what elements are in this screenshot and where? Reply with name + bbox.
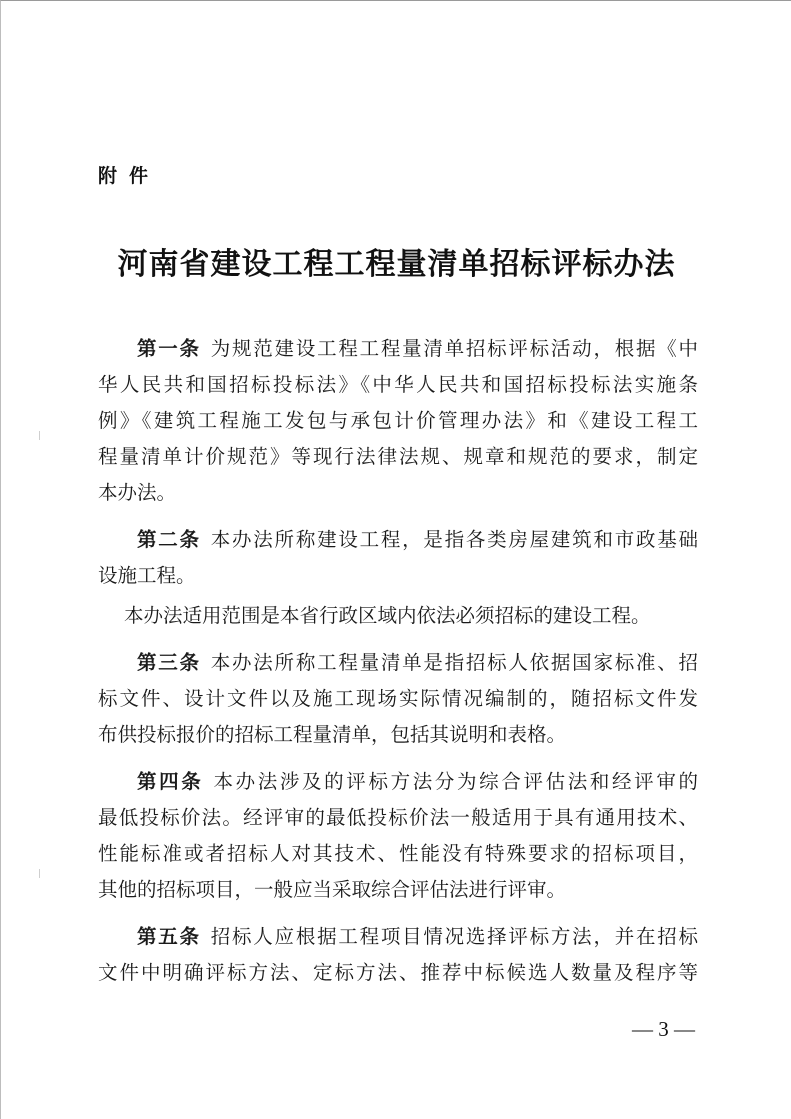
scan-margin-mark — [39, 431, 40, 440]
article-line: 例》《建筑工程施工发包与承包计价管理办法》和《建设工程工 — [98, 409, 698, 432]
article-line: 第四条 本办法涉及的评标方法分为综合评估法和经评审的 — [137, 770, 698, 793]
article-5 — [98, 919, 698, 991]
article-line: 设施工程。 — [98, 564, 196, 587]
article-line: 第二条 本办法所称建设工程，是指各类房屋建筑和市政基础 — [137, 528, 698, 551]
article-line: 程量清单计价规范》等现行法律法规、规章和规范的要求，制定 — [98, 445, 698, 468]
article-2 — [98, 522, 698, 634]
article-line: 本办法。 — [98, 481, 177, 504]
article-line: 最低投标价法。经评审的最低投标价法一般适用于具有通用技术、 — [98, 806, 698, 829]
article-line: 华人民共和国招标投标法》《中华人民共和国招标投标法实施条 — [98, 373, 698, 396]
article-line: 第一条 为规范建设工程工程量清单招标评标活动，根据《中 — [137, 337, 698, 360]
article-line: 其他的招标项目，一般应当采取综合评估法进行评审。 — [98, 878, 567, 901]
article-line: 性能标准或者招标人对其技术、性能没有特殊要求的招标项目， — [98, 842, 698, 865]
article-line: 布供投标报价的招标工程量清单，包括其说明和表格。 — [98, 723, 567, 746]
article-label: 第四条 — [137, 770, 204, 793]
article-label: 第一条 — [137, 337, 201, 360]
page-number: — 3 — — [632, 1017, 695, 1041]
attachment-label: 附件 — [98, 165, 161, 187]
document-title: 河南省建设工程工程量清单招标评标办法 — [117, 247, 676, 282]
article-label: 第三条 — [137, 651, 201, 674]
article-line: 第五条 招标人应根据工程项目情况选择评标方法，并在招标 — [137, 925, 698, 948]
document-body — [98, 331, 698, 991]
article-line: 标文件、设计文件以及施工现场实际情况编制的，随招标文件发 — [98, 687, 698, 710]
article-line: 文件中明确评标方法、定标方法、推荐中标候选人数量及程序等 — [98, 961, 698, 984]
scan-margin-mark — [39, 869, 40, 878]
article-label: 第五条 — [137, 925, 201, 948]
article-1 — [98, 331, 698, 511]
article-label: 第二条 — [137, 528, 201, 551]
article-line: 第三条 本办法所称工程量清单是指招标人依据国家标准、招 — [137, 651, 698, 674]
article-3 — [98, 645, 698, 753]
article-4 — [98, 764, 698, 908]
article-paragraph: 本办法适用范围是本省行政区域内依法必须招标的建设工程。 — [124, 604, 651, 627]
